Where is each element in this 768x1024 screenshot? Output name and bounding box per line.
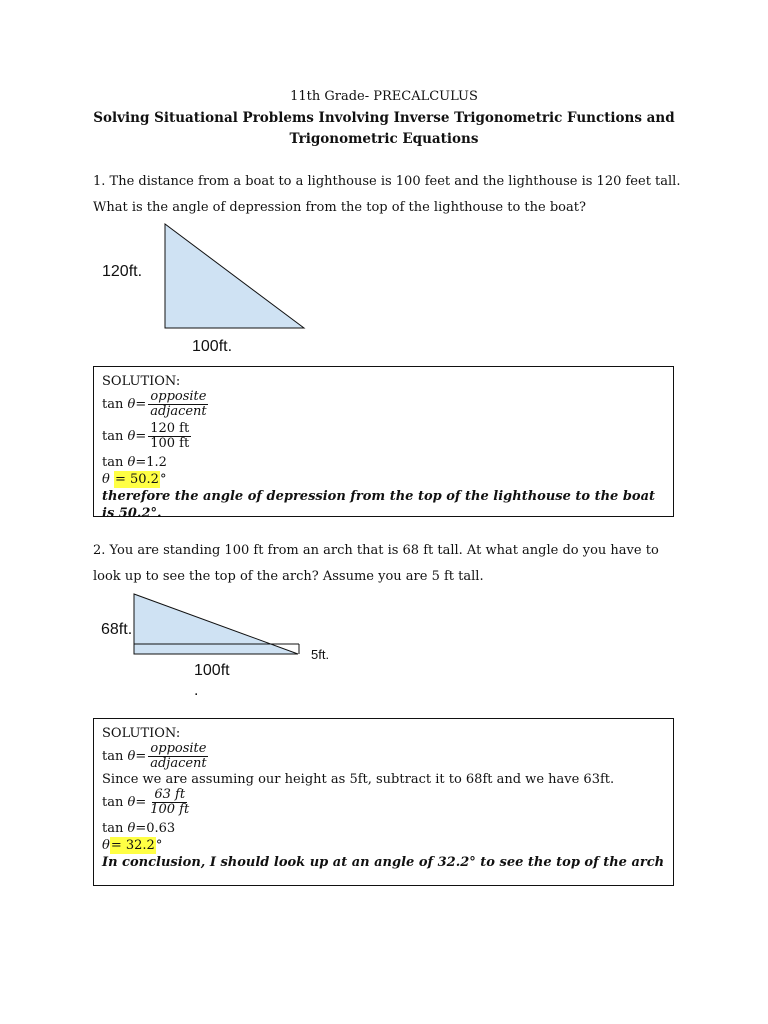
problem-1-line-2: What is the angle of depression from the top of the lighthouse to the boat? <box>93 200 586 215</box>
theta-symbol: θ <box>127 397 136 412</box>
solution-1-step-3 <box>102 454 665 471</box>
fraction-denominator: adjacent <box>150 756 207 771</box>
solution-2-step-3 <box>102 820 665 837</box>
tan-value: 0.63 <box>146 821 176 836</box>
solution-2-conclusion: In conclusion, I should look up at an angle of 32.2° to see the top of the arch <box>102 855 665 870</box>
title-line-2: Trigonometric Equations <box>289 131 479 147</box>
grade-line: 11th Grade- PRECALCULUS <box>290 89 478 104</box>
fraction-denominator: adjacent <box>150 404 207 419</box>
theta-symbol: θ <box>127 455 136 470</box>
equals-sign: = <box>135 749 147 764</box>
problem-2-solution-box <box>93 718 674 886</box>
fraction-values <box>148 422 191 451</box>
solution-2-step-1 <box>102 742 665 771</box>
arch-triangle <box>134 594 298 654</box>
problem-1-base-label: 100ft. <box>192 338 233 355</box>
equals-sign: = <box>135 795 147 810</box>
theta-symbol: θ <box>127 749 136 764</box>
problem-2-text <box>93 538 693 590</box>
solution-1-conclusion: therefore the angle of depression from the top of the lighthouse to the boat is 50.2°. <box>102 489 656 521</box>
fraction-opposite-adjacent <box>148 390 208 419</box>
tan-label: tan <box>102 397 124 412</box>
fraction-numerator: opposite <box>150 389 207 404</box>
fraction-numerator: 63 ft <box>154 787 186 802</box>
fraction-numerator: 120 ft <box>150 421 190 436</box>
tan-label: tan <box>102 821 124 836</box>
theta-symbol: θ <box>127 429 136 444</box>
problem-1-height-label: 120ft. <box>102 263 143 280</box>
problem-1-line-1: 1. The distance from a boat to a lighthouse is 100 feet and the lighthouse is 120 feet tall. <box>93 174 681 189</box>
theta-symbol: θ <box>127 821 136 836</box>
equals-sign: = <box>135 397 147 412</box>
problem-2-line-1: 2. You are standing 100 ft from an arch that is 68 ft tall. At what angle do you have to <box>93 543 659 558</box>
fraction-values <box>148 788 191 817</box>
tan-label: tan <box>102 795 124 810</box>
equals-sign: = <box>135 429 147 444</box>
solution-1-step-2 <box>102 422 665 451</box>
problem-2-base-dot: . <box>194 682 199 699</box>
problem-2-line-2: look up to see the top of the arch? Assume you are 5 ft tall. <box>93 569 484 584</box>
problem-2-height-label: 68ft. <box>101 621 133 638</box>
problem-1-text <box>93 169 693 221</box>
solution-2-heading: SOLUTION: <box>102 726 181 741</box>
problem-2-base-label: 100ft <box>194 662 230 679</box>
solution-1-heading: SOLUTION: <box>102 374 181 389</box>
tan-label: tan <box>102 749 124 764</box>
highlighted-answer: = 32.2 <box>110 838 155 853</box>
theta-symbol: θ <box>102 472 110 487</box>
highlighted-answer: = 50.2 <box>114 472 159 487</box>
problem-1-solution-box <box>93 366 674 521</box>
equals-sign: = <box>135 455 147 470</box>
solution-2-note: Since we are assuming our height as 5ft, subtract it to 68ft and we have 63ft. <box>102 772 615 787</box>
fraction-denominator: 100 ft <box>150 436 190 451</box>
fraction-denominator: 100 ft <box>150 802 190 817</box>
fraction-opposite-adjacent <box>148 742 208 771</box>
tan-value: 1.2 <box>146 455 167 470</box>
theta-symbol: θ <box>102 838 110 853</box>
lighthouse-triangle <box>165 224 304 328</box>
tan-label: tan <box>102 455 124 470</box>
solution-1-answer <box>102 471 665 488</box>
tan-label: tan <box>102 429 124 444</box>
document-title <box>0 108 768 150</box>
title-line-1: Solving Situational Problems Involving Inverse Trigonometric Functions and <box>93 110 675 126</box>
degree-symbol: ° <box>159 472 167 487</box>
solution-2-answer <box>102 837 665 854</box>
fraction-numerator: opposite <box>150 741 207 756</box>
theta-symbol: θ <box>127 795 136 810</box>
solution-1-step-1 <box>102 390 665 419</box>
solution-2-step-2 <box>102 788 665 817</box>
problem-2-person-label: 5ft. <box>311 647 330 662</box>
degree-symbol: ° <box>155 838 163 853</box>
equals-sign: = <box>135 821 147 836</box>
